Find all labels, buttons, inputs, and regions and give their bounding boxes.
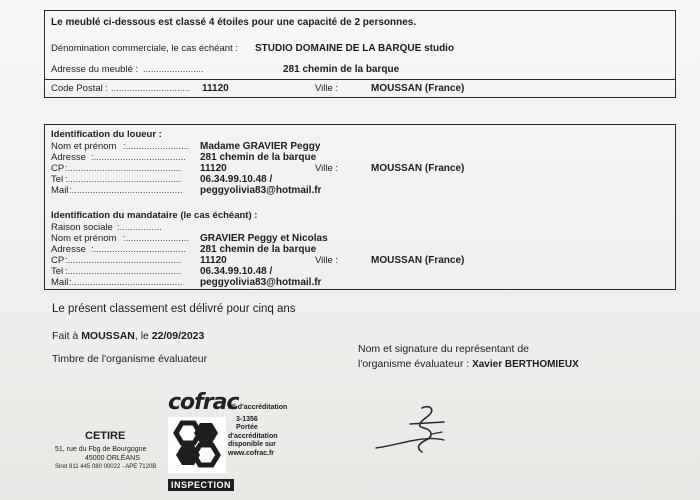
loueur-adresse-dots: :................................... bbox=[91, 152, 187, 163]
mandataire-tel-label: Tel bbox=[51, 266, 64, 277]
mandataire-mail-dots: :.......................................... bbox=[69, 277, 183, 288]
validity-statement: Le présent classement est délivré pour cinq ans bbox=[52, 303, 296, 315]
cofrac-emblem-icon bbox=[168, 417, 226, 473]
fait-prefix: Fait à bbox=[52, 330, 79, 342]
cofrac-wordmark: cofrac bbox=[168, 390, 239, 415]
loueur-adresse-label: Adresse bbox=[51, 152, 86, 163]
mandataire-ville-label: Ville : bbox=[315, 255, 339, 266]
accred-line-2: Portée bbox=[236, 424, 258, 431]
mandataire-cp-dots: :........................................... bbox=[65, 255, 182, 266]
accred-line-0: N° d'accréditation bbox=[228, 404, 288, 411]
mandataire-cp-label: CP bbox=[51, 255, 65, 266]
mandataire-heading: Identification du mandataire (le cas échéant) : bbox=[51, 210, 258, 221]
loueur-mail-dots: :.......................................... bbox=[69, 185, 183, 196]
mandataire-mail-label: Mail bbox=[51, 277, 69, 288]
fait-place: MOUSSAN bbox=[81, 330, 135, 342]
denomination-value: STUDIO DOMAINE DE LA BARQUE studio bbox=[255, 43, 455, 54]
loueur-cp-dots: :........................................... bbox=[65, 163, 182, 174]
fait-line bbox=[52, 330, 204, 342]
identification-box bbox=[44, 124, 676, 290]
signatory-name: Xavier BERTHOMIEUX bbox=[472, 359, 579, 370]
loueur-tel-value: 06.34.99.10.48 / bbox=[200, 174, 273, 185]
mandataire-cp-value: 11120 bbox=[200, 255, 227, 266]
cetire-stamp bbox=[55, 430, 185, 471]
accred-line-3: d'accréditation bbox=[228, 432, 278, 440]
code-postal-value: 11120 bbox=[202, 83, 229, 94]
signature-label-line2 bbox=[358, 358, 579, 370]
denomination-label: Dénomination commerciale, le cas échéant : bbox=[51, 43, 238, 54]
accreditation-block bbox=[228, 404, 308, 458]
signature-label-line1: Nom et signature du représentant de bbox=[358, 343, 530, 355]
classification-intro: Le meublé ci-dessous est classé 4 étoiles pour une capacité de 2 personnes. bbox=[51, 17, 417, 28]
loueur-tel-dots: :........................................... bbox=[65, 174, 182, 185]
inspection-badge bbox=[168, 475, 234, 493]
handwritten-signature bbox=[370, 400, 480, 460]
postal-strip bbox=[45, 79, 675, 97]
timbre-label: Timbre de l'organisme évaluateur bbox=[52, 353, 208, 365]
cetire-address1: 51, rue du Fbg de Bourgogne bbox=[55, 446, 147, 453]
mandataire-tel-value: 06.34.99.10.48 / bbox=[200, 266, 273, 277]
mandataire-nom-label: Nom et prénom bbox=[51, 233, 117, 244]
loueur-cp-label: CP bbox=[51, 163, 65, 174]
mandataire-adresse-value: 281 chemin de la barque bbox=[200, 244, 317, 255]
cetire-address2: 45000 ORLÉANS bbox=[85, 454, 140, 462]
mandataire-nom-dots: :........................ bbox=[123, 233, 189, 244]
adresse-meuble-dots: ....................... bbox=[143, 64, 204, 75]
classification-box bbox=[44, 10, 676, 98]
mandataire-adresse-dots: :................................... bbox=[91, 244, 187, 255]
loueur-mail-label: Mail bbox=[51, 185, 69, 196]
fait-sep: , le bbox=[134, 330, 149, 342]
accred-line-5: www.cofrac.fr bbox=[228, 449, 275, 457]
loueur-nom-value: Madame GRAVIER Peggy bbox=[200, 141, 321, 152]
cetire-name: CETIRE bbox=[85, 430, 126, 442]
loueur-tel-label: Tel bbox=[51, 174, 64, 185]
code-postal-dots: .............................. bbox=[111, 83, 191, 94]
mandataire-adresse-label: Adresse bbox=[51, 244, 86, 255]
inspection-label: INSPECTION bbox=[168, 479, 234, 491]
loueur-nom-dots: :........................ bbox=[123, 141, 189, 152]
mandataire-mail-value: peggyolivia83@hotmail.fr bbox=[200, 277, 322, 288]
adresse-meuble-value: 281 chemin de la barque bbox=[283, 64, 400, 75]
mandataire-raison-label: Raison sociale bbox=[51, 222, 113, 233]
loueur-ville-value: MOUSSAN (France) bbox=[371, 163, 465, 174]
loueur-heading: Identification du loueur : bbox=[51, 129, 162, 140]
loueur-ville-label: Ville : bbox=[315, 163, 339, 174]
ville-label: Ville : bbox=[315, 83, 339, 94]
mandataire-tel-dots: :........................................... bbox=[65, 266, 182, 277]
adresse-meuble-label: Adresse du meublé : bbox=[51, 64, 139, 75]
loueur-adresse-value: 281 chemin de la barque bbox=[200, 152, 317, 163]
mandataire-raison-dots: :................ bbox=[117, 222, 162, 233]
loueur-nom-label: Nom et prénom bbox=[51, 141, 117, 152]
mandataire-ville-value: MOUSSAN (France) bbox=[371, 255, 465, 266]
loueur-cp-value: 11120 bbox=[200, 163, 227, 174]
code-postal-label: Code Postal : bbox=[51, 83, 109, 94]
accred-line-4: disponible sur bbox=[228, 441, 276, 448]
mandataire-nom-value: GRAVIER Peggy et Nicolas bbox=[200, 233, 328, 244]
signature-label-text: l'organisme évaluateur : bbox=[358, 358, 470, 370]
fait-date: 22/09/2023 bbox=[151, 330, 205, 342]
loueur-mail-value: peggyolivia83@hotmail.fr bbox=[200, 185, 322, 196]
ville-value: MOUSSAN (France) bbox=[371, 83, 465, 94]
cetire-siret: Siret 811 445 080 00022 - APE 7120B bbox=[55, 464, 157, 470]
accred-line-1: 3-1356 bbox=[236, 415, 258, 423]
